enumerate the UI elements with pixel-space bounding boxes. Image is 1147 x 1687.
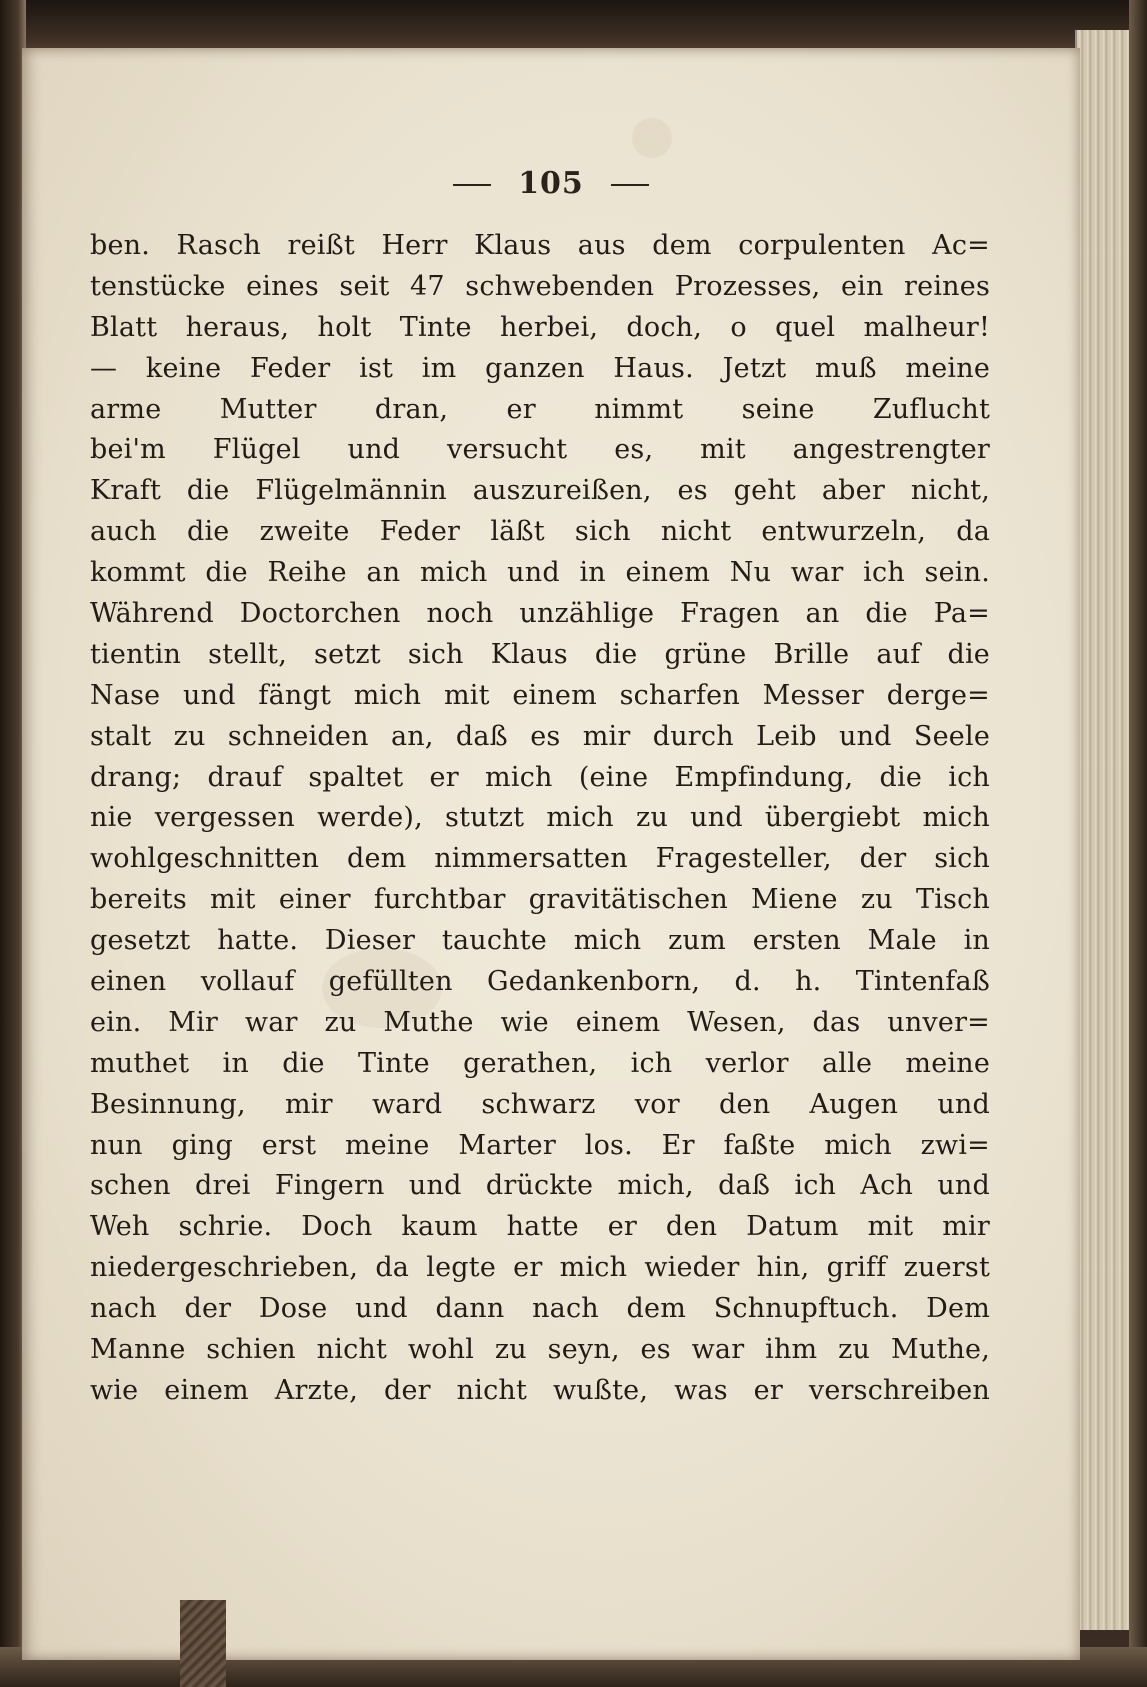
text-line: nach der Dose und dann nach dem Schnupftuch. Dem (90, 1293, 990, 1325)
text-line: nun ging erst meine Marter los. Er faßte mich zwi= (90, 1129, 990, 1161)
text-line: bei'm Flügel und versucht es, mit angestrengter (90, 434, 990, 466)
text-line: Manne schien nicht wohl zu seyn, es war ihm zu Muthe, (90, 1334, 990, 1366)
text-line: kommt die Reihe an mich und in einem Nu war ich sein. (90, 557, 990, 589)
header-dash-right (611, 184, 649, 186)
text-line: muthet in die Tinte gerathen, ich verlor alle meine (90, 1047, 990, 1079)
text-line: wie einem Arzte, der nicht wußte, was er verschreiben (90, 1374, 990, 1406)
book-cover-right (1129, 0, 1147, 1687)
page-spot (632, 118, 672, 158)
book-page (22, 48, 1080, 1660)
text-line: einen vollauf gefüllten Gedankenborn, d. h. Tintenfaß (90, 966, 990, 998)
text-line: nie vergessen werde), stutzt mich zu und übergiebt mich (90, 802, 990, 834)
text-line: bereits mit einer furchtbar gravitätischen Miene zu Tisch (90, 884, 990, 916)
text-line: niedergeschrieben, da legte er mich wieder hin, griff zuerst (90, 1252, 990, 1284)
text-line: Kraft die Flügelmännin auszureißen, es geht aber nicht, (90, 475, 990, 507)
text-line: Während Doctorchen noch unzählige Fragen an die Pa= (90, 598, 990, 630)
text-line: Nase und fängt mich mit einem scharfen Messer derge= (90, 679, 990, 711)
bookmark-ribbon (180, 1600, 226, 1687)
text-line: stalt zu schneiden an, daß es mir durch Leib und Seele (90, 720, 990, 752)
text-line: auch die zweite Feder läßt sich nicht entwurzeln, da (90, 516, 990, 548)
text-line: Weh schrie. Doch kaum hatte er den Datum mit mir (90, 1211, 990, 1243)
page-body-text (90, 226, 990, 1412)
text-line: ben. Rasch reißt Herr Klaus aus dem corpulenten Ac= (90, 230, 990, 261)
page-header (22, 166, 1080, 201)
text-line: wohlgeschnitten dem nimmersatten Fragesteller, der sich (90, 843, 990, 875)
text-line: Blatt heraus, holt Tinte herbei, doch, o quel malheur! (90, 311, 990, 343)
header-dash-left (453, 184, 491, 186)
text-line: drang; drauf spaltet er mich (eine Empfindung, die ich (90, 761, 990, 793)
text-line: — keine Feder ist im ganzen Haus. Jetzt muß meine (90, 352, 990, 384)
text-line: ein. Mir war zu Muthe wie einem Wesen, das unver= (90, 1006, 990, 1038)
text-line: schen drei Fingern und drückte mich, daß ich Ach und (90, 1170, 990, 1202)
text-line: tientin stellt, setzt sich Klaus die grüne Brille auf die (90, 638, 990, 670)
text-line: arme Mutter dran, er nimmt seine Zuflucht (90, 393, 990, 425)
text-line: tenstücke eines seit 47 schwebenden Prozesses, ein reines (90, 270, 990, 302)
page-number: 105 (518, 166, 584, 201)
text-line: gesetzt hatte. Dieser tauchte mich zum ersten Male in (90, 925, 990, 957)
text-line: Besinnung, mir ward schwarz vor den Augen und (90, 1088, 990, 1120)
